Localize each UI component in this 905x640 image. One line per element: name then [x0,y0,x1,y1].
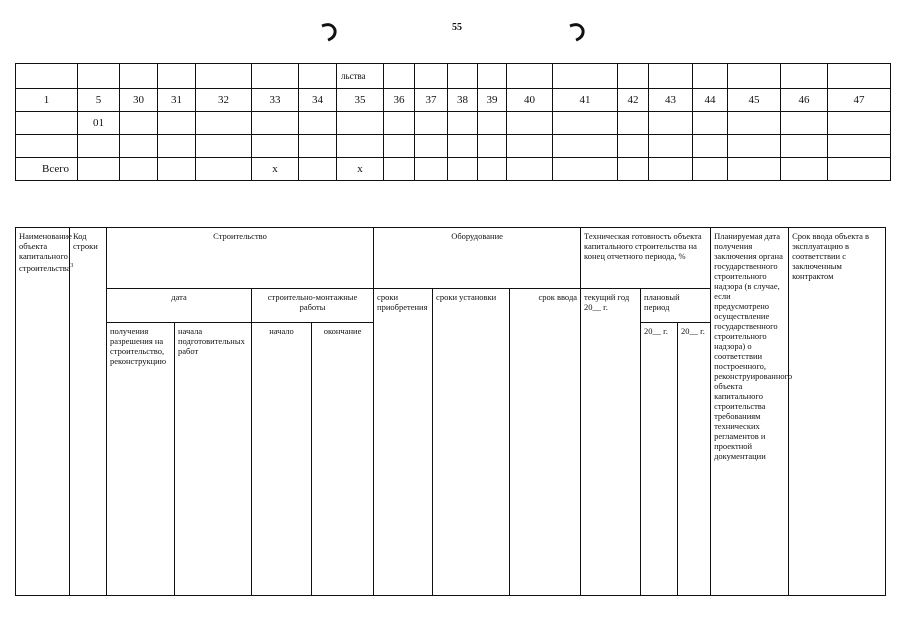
row-code: 01 [78,112,120,135]
table-row [16,228,886,289]
col-number: 37 [415,89,448,112]
plan-year2-header: 20__ г. [678,323,711,596]
col-number: 42 [618,89,649,112]
x-mark: x [252,158,299,181]
col-number: 30 [120,89,158,112]
corner-mark-icon [566,20,588,42]
total-label: Всего [16,158,78,181]
col-number: 41 [553,89,618,112]
col-number: 38 [448,89,478,112]
eq-commission-header: срок ввода [510,289,581,596]
total-row [16,158,891,181]
plan-year1-header: 20__ г. [641,323,678,596]
x-mark: x [337,158,384,181]
date-prep-header: начала подготовительных работ [175,323,252,596]
col-number: 31 [158,89,196,112]
current-year-header: текущий год 20__ г. [581,289,641,596]
col-number: 34 [299,89,337,112]
col-number: 36 [384,89,415,112]
col-number: 35 [337,89,384,112]
footnote-mark: 3 [70,263,74,269]
col-code-header: Код строки [70,228,107,596]
works-header: строительно-монтажные работы [252,289,374,323]
page-number: 55 [452,22,462,33]
readiness-header: Техническая готовность объекта капитального строительства на конец отчетного периода, % [581,228,711,289]
corner-mark-icon [318,20,340,42]
col-number: 33 [252,89,299,112]
eq-purchase-header: сроки приобретения [374,289,433,596]
date-header: дата [107,289,252,323]
col-number: 5 [78,89,120,112]
eq-install-header: сроки установки [433,289,510,596]
col-number: 44 [693,89,728,112]
works-end-header: окончание [312,323,374,596]
planned-period-header: плановый период [641,289,711,323]
col-number: 39 [478,89,507,112]
column-numbers-row [16,89,891,112]
planned-date-header: Планируемая дата получения заключения органа государственного строительного надзора (в случае, если предусмотрено осуществление государственного строительного надзора) о соответствии построенного, реконструированного объекта капитального строительства требованиям технических регламентов и проектной документации [711,228,789,596]
commission-term-header: Срок ввода объекта в эксплуатацию в соответствии с заключенным контрактом [789,228,886,596]
works-start-header: начало [252,323,312,596]
construction-header: Строительство [107,228,374,289]
col-number: 1 [16,89,78,112]
header-fragment: льства [337,64,384,89]
table-row [16,64,891,89]
table-row [16,112,891,135]
top-table [15,63,891,181]
col-number: 43 [649,89,693,112]
col-number: 40 [507,89,553,112]
date-permit-header: получения разрешения на строительство, реконструкцию [107,323,175,596]
col-number: 46 [781,89,828,112]
bottom-table [15,227,886,596]
col-number: 32 [196,89,252,112]
table-row [16,135,891,158]
equipment-header: Оборудование [374,228,581,289]
col-number: 47 [828,89,891,112]
col-name-header [16,228,74,596]
col-number: 45 [728,89,781,112]
col-name-text: Наименование объекта капитального строительства [19,231,72,273]
